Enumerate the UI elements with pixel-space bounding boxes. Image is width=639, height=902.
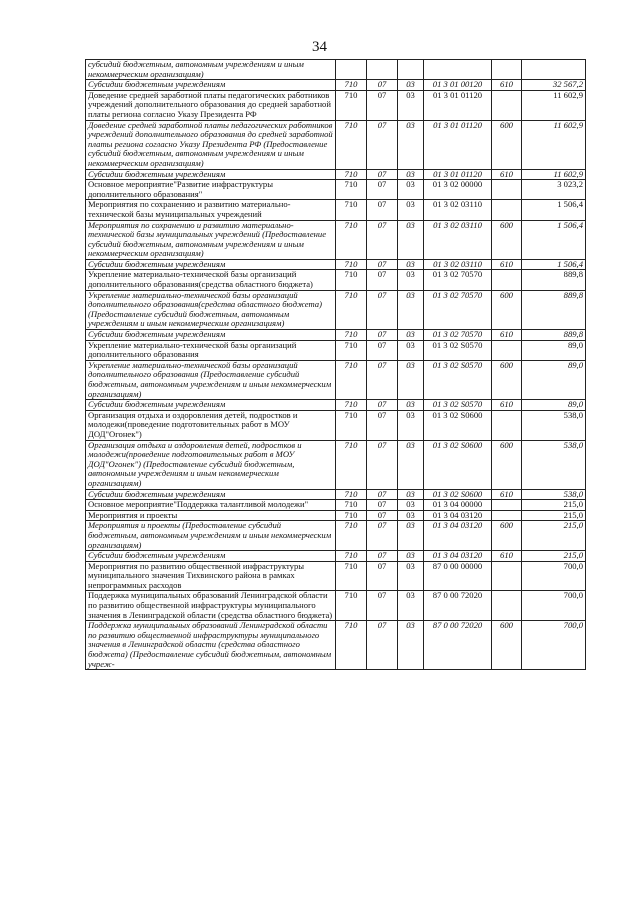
row-name-cell: Организация отдыха и оздоровления детей, подростков и молодежи(проведение подготовительных работ в МОУ ДОД"Огонек") (Предоставление субсидий бюджетным, автономным учреждениям и иным некоммерческим организациям) bbox=[86, 440, 336, 489]
row-section-cell: 07 bbox=[367, 440, 398, 489]
row-target-article-cell: 01 3 04 03120 bbox=[424, 551, 492, 562]
row-expense-type-cell: 610 bbox=[492, 489, 522, 500]
row-subsection-cell: 03 bbox=[398, 200, 424, 220]
row-name-cell: Субсидии бюджетным учреждениям bbox=[86, 330, 336, 341]
row-subsection-cell: 03 bbox=[398, 270, 424, 290]
row-name-cell: Субсидии бюджетным учреждениям bbox=[86, 489, 336, 500]
row-name-cell: Укрепление материально-технической базы организаций дополнительного образования bbox=[86, 340, 336, 360]
row-expense-type-cell bbox=[492, 500, 522, 511]
row-ministry-code-cell: 710 bbox=[336, 500, 367, 511]
row-subsection-cell: 03 bbox=[398, 290, 424, 329]
row-ministry-code-cell: 710 bbox=[336, 169, 367, 180]
row-section-cell: 07 bbox=[367, 489, 398, 500]
row-subsection-cell: 03 bbox=[398, 340, 424, 360]
table-row bbox=[86, 270, 586, 290]
row-subsection-cell: 03 bbox=[398, 330, 424, 341]
row-section-cell: 07 bbox=[367, 259, 398, 270]
row-section-cell: 07 bbox=[367, 551, 398, 562]
row-section-cell: 07 bbox=[367, 120, 398, 169]
row-amount-cell: 11 602,9 bbox=[522, 90, 586, 120]
row-ministry-code-cell: 710 bbox=[336, 551, 367, 562]
budget-table bbox=[85, 59, 586, 670]
row-name-cell: Укрепление материально-технической базы организаций дополнительного образования(средства областного бюджета) bbox=[86, 270, 336, 290]
row-ministry-code-cell: 710 bbox=[336, 120, 367, 169]
row-target-article-cell: 01 3 02 S0600 bbox=[424, 489, 492, 500]
row-section-cell: 07 bbox=[367, 410, 398, 440]
row-section-cell: 07 bbox=[367, 500, 398, 511]
row-target-article-cell: 01 3 02 S0570 bbox=[424, 340, 492, 360]
row-ministry-code-cell: 710 bbox=[336, 510, 367, 521]
table-row bbox=[86, 561, 586, 591]
row-expense-type-cell: 600 bbox=[492, 290, 522, 329]
row-expense-type-cell bbox=[492, 340, 522, 360]
row-section-cell: 07 bbox=[367, 180, 398, 200]
row-name-cell: Мероприятия и проекты (Предоставление субсидий бюджетным, автономным учреждениям и иным некоммерческим организациям) bbox=[86, 521, 336, 551]
row-target-article-cell: 01 3 04 00000 bbox=[424, 500, 492, 511]
row-subsection-cell: 03 bbox=[398, 360, 424, 399]
row-ministry-code-cell: 710 bbox=[336, 290, 367, 329]
row-subsection-cell: 03 bbox=[398, 591, 424, 621]
row-subsection-cell: 03 bbox=[398, 120, 424, 169]
row-target-article-cell: 01 3 02 03110 bbox=[424, 259, 492, 270]
row-name-cell: Доведение средней заработной платы педагогических работников учреждений дополнительного образования до средней заработной платы региона согласно Указу Президента РФ (Предоставление субсидий бюджетным, автономным учреждениям и иным некоммерческим организациям) bbox=[86, 120, 336, 169]
row-section-cell: 07 bbox=[367, 200, 398, 220]
row-section-cell: 07 bbox=[367, 330, 398, 341]
table-row bbox=[86, 290, 586, 329]
row-subsection-cell: 03 bbox=[398, 521, 424, 551]
row-expense-type-cell bbox=[492, 591, 522, 621]
row-section-cell: 07 bbox=[367, 561, 398, 591]
row-amount-cell: 1 506,4 bbox=[522, 200, 586, 220]
row-section-cell: 07 bbox=[367, 340, 398, 360]
table-row bbox=[86, 360, 586, 399]
row-name-cell: Основное мероприятие"Развитие инфраструктуры дополнительного образования" bbox=[86, 180, 336, 200]
row-amount-cell: 3 023,2 bbox=[522, 180, 586, 200]
row-target-article-cell: 01 3 02 S0600 bbox=[424, 410, 492, 440]
row-amount-cell: 11 602,9 bbox=[522, 169, 586, 180]
table-row bbox=[86, 259, 586, 270]
row-expense-type-cell bbox=[492, 561, 522, 591]
table-row bbox=[86, 90, 586, 120]
row-section-cell: 07 bbox=[367, 80, 398, 91]
row-subsection-cell: 03 bbox=[398, 410, 424, 440]
table-row bbox=[86, 330, 586, 341]
row-subsection-cell: 03 bbox=[398, 440, 424, 489]
row-ministry-code-cell: 710 bbox=[336, 561, 367, 591]
row-name-cell: Организация отдыха и оздоровления детей, подростков и молодежи(проведение подготовительных работ в МОУ ДОД"Огонек") bbox=[86, 410, 336, 440]
row-target-article-cell: 01 3 04 03120 bbox=[424, 510, 492, 521]
row-subsection-cell: 03 bbox=[398, 90, 424, 120]
row-target-article-cell: 87 0 00 00000 bbox=[424, 561, 492, 591]
row-expense-type-cell bbox=[492, 410, 522, 440]
budget-table-body bbox=[86, 60, 586, 670]
row-ministry-code-cell: 710 bbox=[336, 440, 367, 489]
row-subsection-cell: 03 bbox=[398, 510, 424, 521]
row-ministry-code-cell: 710 bbox=[336, 410, 367, 440]
table-row bbox=[86, 489, 586, 500]
row-section-cell: 07 bbox=[367, 521, 398, 551]
row-amount-cell: 89,0 bbox=[522, 340, 586, 360]
row-ministry-code-cell bbox=[336, 60, 367, 80]
row-target-article-cell: 01 3 01 01120 bbox=[424, 169, 492, 180]
table-row bbox=[86, 500, 586, 511]
row-subsection-cell: 03 bbox=[398, 561, 424, 591]
row-name-cell: Субсидии бюджетным учреждениям bbox=[86, 169, 336, 180]
row-expense-type-cell: 600 bbox=[492, 220, 522, 259]
row-section-cell: 07 bbox=[367, 270, 398, 290]
table-row bbox=[86, 120, 586, 169]
row-subsection-cell: 03 bbox=[398, 400, 424, 411]
row-name-cell: Субсидии бюджетным учреждениям bbox=[86, 551, 336, 562]
row-ministry-code-cell: 710 bbox=[336, 330, 367, 341]
row-section-cell bbox=[367, 60, 398, 80]
row-name-cell: Поддержка муниципальных образований Ленинградской области по развитию общественной инфраструктуры муниципального значения в Ленинградской области (средства областного бюджета) bbox=[86, 591, 336, 621]
row-expense-type-cell: 600 bbox=[492, 440, 522, 489]
row-section-cell: 07 bbox=[367, 90, 398, 120]
row-ministry-code-cell: 710 bbox=[336, 621, 367, 670]
row-ministry-code-cell: 710 bbox=[336, 340, 367, 360]
row-ministry-code-cell: 710 bbox=[336, 489, 367, 500]
row-expense-type-cell: 610 bbox=[492, 330, 522, 341]
table-row bbox=[86, 220, 586, 259]
row-amount-cell: 215,0 bbox=[522, 510, 586, 521]
row-name-cell: Мероприятия и проекты bbox=[86, 510, 336, 521]
row-ministry-code-cell: 710 bbox=[336, 400, 367, 411]
row-target-article-cell: 01 3 01 01120 bbox=[424, 120, 492, 169]
row-expense-type-cell: 610 bbox=[492, 259, 522, 270]
row-name-cell: субсидий бюджетным, автономным учреждениям и иным некоммерческим организациям) bbox=[86, 60, 336, 80]
row-ministry-code-cell: 710 bbox=[336, 591, 367, 621]
row-ministry-code-cell: 710 bbox=[336, 521, 367, 551]
row-amount-cell: 215,0 bbox=[522, 500, 586, 511]
table-row bbox=[86, 180, 586, 200]
row-name-cell: Мероприятия по сохранению и развитию материально-технической базы муниципальных учреждений bbox=[86, 200, 336, 220]
row-subsection-cell: 03 bbox=[398, 220, 424, 259]
row-amount-cell: 889,8 bbox=[522, 290, 586, 329]
row-amount-cell: 700,0 bbox=[522, 621, 586, 670]
row-target-article-cell bbox=[424, 60, 492, 80]
row-amount-cell bbox=[522, 60, 586, 80]
row-amount-cell: 1 506,4 bbox=[522, 259, 586, 270]
table-row bbox=[86, 440, 586, 489]
row-section-cell: 07 bbox=[367, 400, 398, 411]
row-amount-cell: 538,0 bbox=[522, 489, 586, 500]
table-row bbox=[86, 551, 586, 562]
row-ministry-code-cell: 710 bbox=[336, 80, 367, 91]
row-expense-type-cell bbox=[492, 90, 522, 120]
table-row bbox=[86, 200, 586, 220]
row-ministry-code-cell: 710 bbox=[336, 220, 367, 259]
row-amount-cell: 538,0 bbox=[522, 410, 586, 440]
row-section-cell: 07 bbox=[367, 510, 398, 521]
row-expense-type-cell: 610 bbox=[492, 400, 522, 411]
row-target-article-cell: 01 3 02 70570 bbox=[424, 290, 492, 329]
row-target-article-cell: 01 3 02 70570 bbox=[424, 270, 492, 290]
page-number: 34 bbox=[312, 39, 327, 55]
row-amount-cell: 215,0 bbox=[522, 551, 586, 562]
row-amount-cell: 32 567,2 bbox=[522, 80, 586, 91]
row-subsection-cell: 03 bbox=[398, 500, 424, 511]
row-name-cell: Мероприятия по развитию общественной инфраструктуры муниципального значения Тихвинского района в рамках непрограммных расходов bbox=[86, 561, 336, 591]
row-target-article-cell: 01 3 02 S0570 bbox=[424, 360, 492, 399]
row-expense-type-cell: 610 bbox=[492, 80, 522, 91]
row-name-cell: Доведение средней заработной платы педагогических работников учреждений дополнительного образования до средней заработной платы региона согласно Указу Президента РФ bbox=[86, 90, 336, 120]
table-row bbox=[86, 169, 586, 180]
row-expense-type-cell: 600 bbox=[492, 521, 522, 551]
row-target-article-cell: 01 3 02 70570 bbox=[424, 330, 492, 341]
table-row bbox=[86, 510, 586, 521]
row-amount-cell: 11 602,9 bbox=[522, 120, 586, 169]
row-ministry-code-cell: 710 bbox=[336, 90, 367, 120]
row-amount-cell: 215,0 bbox=[522, 521, 586, 551]
row-subsection-cell: 03 bbox=[398, 551, 424, 562]
row-ministry-code-cell: 710 bbox=[336, 200, 367, 220]
row-expense-type-cell: 600 bbox=[492, 621, 522, 670]
row-name-cell: Мероприятия по сохранению и развитию материально-технической базы муниципальных учреждений (Предоставление субсидий бюджетным, автономным учреждениям и иным некоммерческим организациям) bbox=[86, 220, 336, 259]
row-section-cell: 07 bbox=[367, 290, 398, 329]
row-expense-type-cell bbox=[492, 180, 522, 200]
row-name-cell: Субсидии бюджетным учреждениям bbox=[86, 259, 336, 270]
row-expense-type-cell: 600 bbox=[492, 360, 522, 399]
row-target-article-cell: 01 3 04 03120 bbox=[424, 521, 492, 551]
row-target-article-cell: 01 3 02 S0570 bbox=[424, 400, 492, 411]
table-row bbox=[86, 60, 586, 80]
row-target-article-cell: 01 3 01 00120 bbox=[424, 80, 492, 91]
row-subsection-cell bbox=[398, 60, 424, 80]
row-expense-type-cell: 600 bbox=[492, 120, 522, 169]
row-section-cell: 07 bbox=[367, 360, 398, 399]
row-expense-type-cell: 610 bbox=[492, 169, 522, 180]
row-subsection-cell: 03 bbox=[398, 621, 424, 670]
row-name-cell: Субсидии бюджетным учреждениям bbox=[86, 80, 336, 91]
row-subsection-cell: 03 bbox=[398, 259, 424, 270]
row-expense-type-cell bbox=[492, 270, 522, 290]
row-ministry-code-cell: 710 bbox=[336, 180, 367, 200]
row-target-article-cell: 01 3 01 01120 bbox=[424, 90, 492, 120]
row-target-article-cell: 01 3 02 03110 bbox=[424, 200, 492, 220]
row-section-cell: 07 bbox=[367, 169, 398, 180]
row-name-cell: Основное мероприятие"Поддержка талантливой молодежи" bbox=[86, 500, 336, 511]
table-row bbox=[86, 621, 586, 670]
row-ministry-code-cell: 710 bbox=[336, 360, 367, 399]
row-target-article-cell: 87 0 00 72020 bbox=[424, 621, 492, 670]
table-row bbox=[86, 410, 586, 440]
row-expense-type-cell bbox=[492, 60, 522, 80]
row-section-cell: 07 bbox=[367, 591, 398, 621]
row-name-cell: Укрепление материально-технической базы организаций дополнительного образования(средства областного бюджета) (Предоставление субсидий бюджетным, автономным учреждениям и иным некоммерческим организациям) bbox=[86, 290, 336, 329]
row-amount-cell: 889,8 bbox=[522, 270, 586, 290]
row-expense-type-cell bbox=[492, 510, 522, 521]
row-target-article-cell: 87 0 00 72020 bbox=[424, 591, 492, 621]
row-subsection-cell: 03 bbox=[398, 489, 424, 500]
row-section-cell: 07 bbox=[367, 220, 398, 259]
row-amount-cell: 89,0 bbox=[522, 360, 586, 399]
row-target-article-cell: 01 3 02 03110 bbox=[424, 220, 492, 259]
row-subsection-cell: 03 bbox=[398, 80, 424, 91]
table-row bbox=[86, 521, 586, 551]
row-section-cell: 07 bbox=[367, 621, 398, 670]
table-row bbox=[86, 80, 586, 91]
row-ministry-code-cell: 710 bbox=[336, 270, 367, 290]
table-row bbox=[86, 340, 586, 360]
row-name-cell: Поддержка муниципальных образований Ленинградской области по развитию общественной инфраструктуры муниципального значения в Ленинградской области (средства областного бюджета) (Предоставление субсидий бюджетным, автономным учреж- bbox=[86, 621, 336, 670]
row-subsection-cell: 03 bbox=[398, 169, 424, 180]
row-target-article-cell: 01 3 02 00000 bbox=[424, 180, 492, 200]
row-expense-type-cell: 610 bbox=[492, 551, 522, 562]
row-ministry-code-cell: 710 bbox=[336, 259, 367, 270]
row-expense-type-cell bbox=[492, 200, 522, 220]
row-amount-cell: 538,0 bbox=[522, 440, 586, 489]
table-row bbox=[86, 400, 586, 411]
row-amount-cell: 700,0 bbox=[522, 591, 586, 621]
row-amount-cell: 700,0 bbox=[522, 561, 586, 591]
row-subsection-cell: 03 bbox=[398, 180, 424, 200]
row-name-cell: Субсидии бюджетным учреждениям bbox=[86, 400, 336, 411]
row-amount-cell: 1 506,4 bbox=[522, 220, 586, 259]
table-row bbox=[86, 591, 586, 621]
row-amount-cell: 889,8 bbox=[522, 330, 586, 341]
row-name-cell: Укрепление материально-технической базы организаций дополнительного образования (Предоставление субсидий бюджетным, автономным учреждениям и иным некоммерческим организациям) bbox=[86, 360, 336, 399]
row-target-article-cell: 01 3 02 S0600 bbox=[424, 440, 492, 489]
row-amount-cell: 89,0 bbox=[522, 400, 586, 411]
